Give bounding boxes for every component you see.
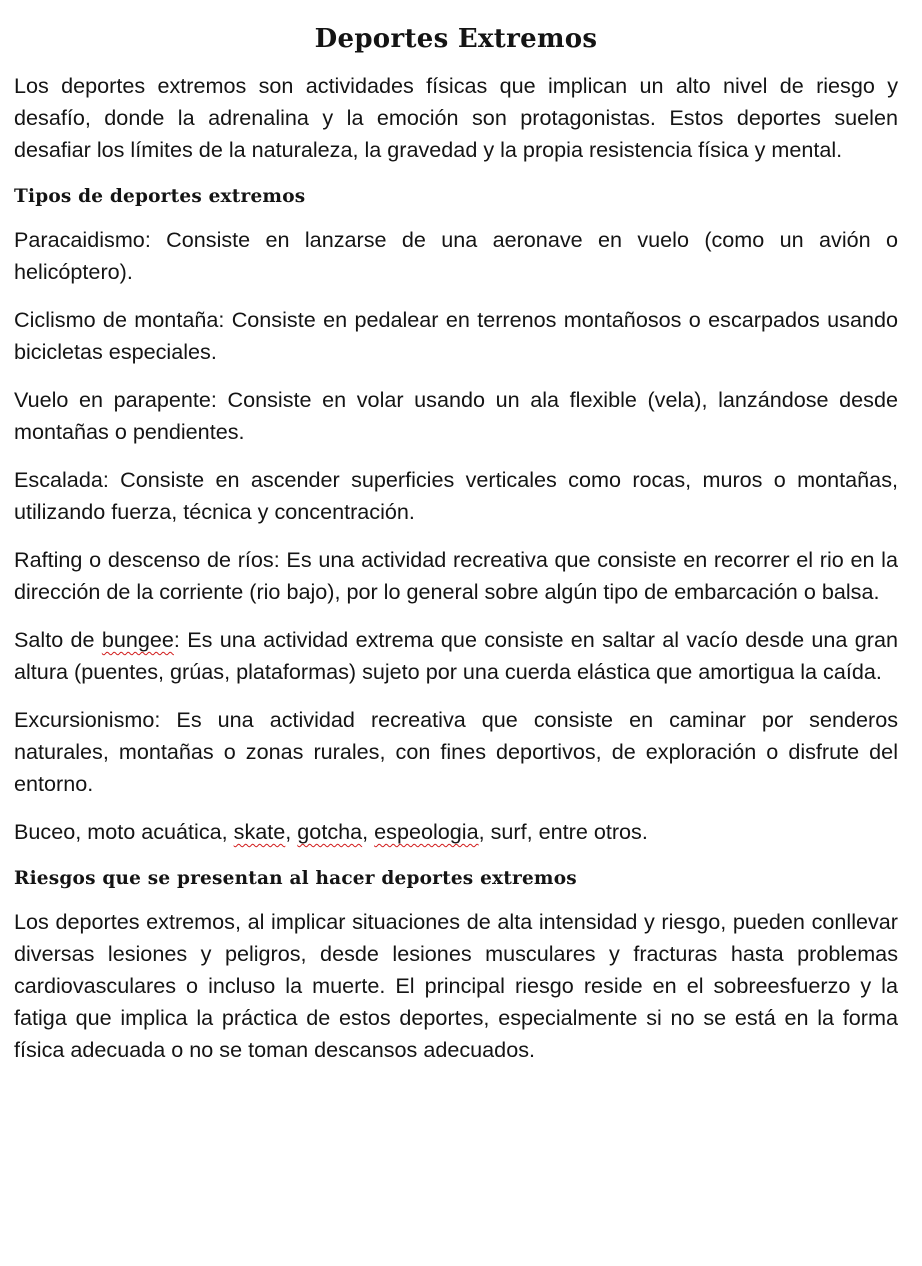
- bungee-text-end: : Es una actividad extrema que consiste en saltar al vacío desde una gran altura (puentes, grúas, plataformas) sujeto por una cuerda elástica que amortigua la caída.: [14, 627, 898, 684]
- paragraph-paracaidismo: Paracaidismo: Consiste en lanzarse de una aeronave en vuelo (como un avión o helicóptero).: [14, 227, 898, 284]
- intro-paragraph: Los deportes extremos son actividades físicas que implican un alto nivel de riesgo y desafío, donde la adrenalina y la emoción son protagonistas. Estos deportes suelen desafiar los límites de la naturaleza, la gravedad y la propia resistencia física y mental.: [14, 73, 898, 162]
- document-title: Deportes Extremos: [314, 24, 598, 54]
- others-text-4: , surf, entre otros.: [478, 819, 648, 844]
- paragraph-escalada: Escalada: Consiste en ascender superficies verticales como rocas, muros o montañas, utilizando fuerza, técnica y concentración.: [14, 467, 898, 524]
- paragraph-bungee: [14, 624, 898, 688]
- paragraph-ciclismo: Ciclismo de montaña: Consiste en pedalear en terrenos montañosos o escarpados usando bicicletas especiales.: [14, 307, 898, 364]
- misspelled-word-skate: skate: [233, 819, 286, 844]
- others-text-2: ,: [285, 819, 298, 844]
- paragraph-parapente: Vuelo en parapente: Consiste en volar usando un ala flexible (vela), lanzándose desde montañas o pendientes.: [14, 387, 898, 444]
- misspelled-word-espeologia: espeologia: [374, 819, 479, 844]
- section-heading-risks: Riesgos que se presentan al hacer deportes extremos: [14, 868, 577, 889]
- paragraph-rafting: Rafting o descenso de ríos: Es una actividad recreativa que consiste en recorrer el rio en la dirección de la corriente (rio bajo), por lo general sobre algún tipo de embarcación o balsa.: [14, 547, 898, 604]
- section-heading-types: Tipos de deportes extremos: [14, 186, 306, 207]
- bungee-text-start: Salto de: [14, 627, 102, 652]
- others-text-3: ,: [362, 819, 375, 844]
- risks-paragraph: Los deportes extremos, al implicar situaciones de alta intensidad y riesgo, pueden conllevar diversas lesiones y peligros, desde lesiones musculares y fracturas hasta problemas cardiovasculares o incluso la muerte. El principal riesgo reside en el sobreesfuerzo y la fatiga que implica la práctica de estos deportes, especialmente si no se está en la forma física adecuada o no se toman descansos adecuados.: [14, 909, 898, 1062]
- paragraph-excursionismo: Excursionismo: Es una actividad recreativa que consiste en caminar por senderos naturales, montañas o zonas rurales, con fines deportivos, de exploración o disfrute del entorno.: [14, 707, 898, 796]
- misspelled-word-gotcha: gotcha: [297, 819, 363, 844]
- paragraph-other-sports: [14, 816, 898, 848]
- misspelled-word-bungee: bungee: [101, 627, 174, 652]
- others-text-1: Buceo, moto acuática,: [14, 819, 234, 844]
